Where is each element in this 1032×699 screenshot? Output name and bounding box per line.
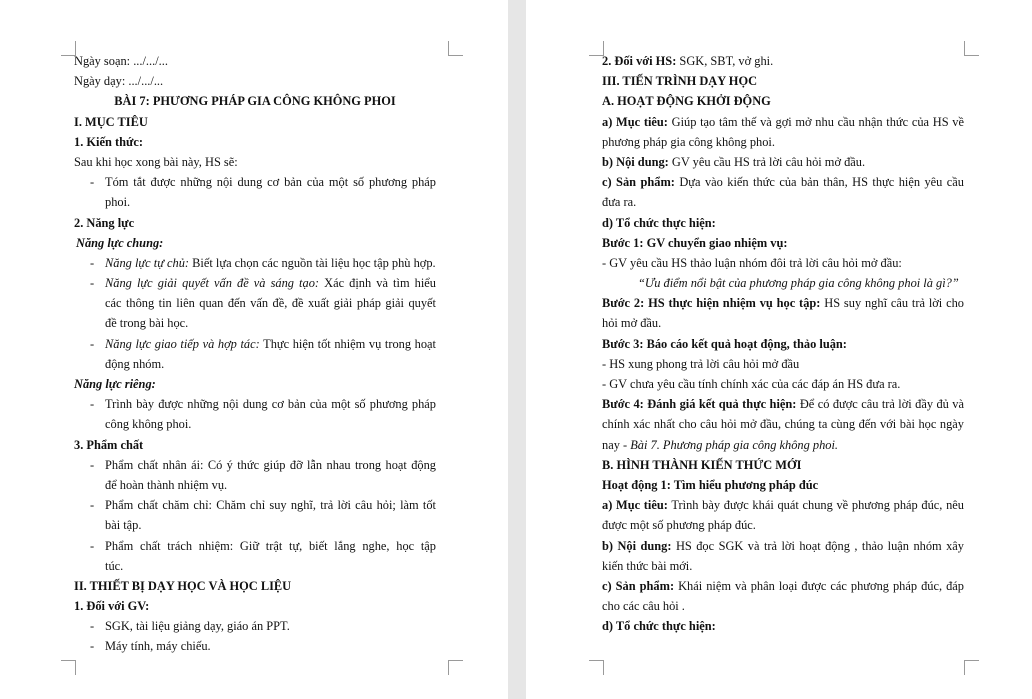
crop-mark (964, 660, 979, 675)
paragraph: - HS xung phong trả lời câu hỏi mở đầu (602, 356, 800, 371)
paragraph: Bước 4: Đánh giá kết quả thực hiện: Để có được câu trả lời đầy đủ và (602, 397, 964, 412)
list-item: - Phẩm chất chăm chỉ: Chăm chỉ suy nghĩ, trả lời câu hỏi; làm tốt (90, 498, 436, 513)
paragraph: c) Sản phẩm: Khái niệm và phân loại được các phương pháp đúc, đáp (602, 578, 964, 593)
heading-for-teacher: 1. Đối với GV: (74, 599, 150, 614)
list-item-cont: phoi. (105, 195, 131, 210)
list-item-cont: túc. (105, 558, 124, 573)
heading-organization: d) Tổ chức thực hiện: (602, 619, 716, 634)
list-item: - SGK, tài liệu giảng dạy, giáo án PPT. (90, 619, 290, 634)
heading-warmup: A. HOẠT ĐỘNG KHỞI ĐỘNG (602, 94, 771, 109)
heading-qualities: 3. Phẩm chất (74, 437, 144, 452)
list-item: - Tóm tắt được những nội dung cơ bản của một số phương pháp (90, 175, 436, 190)
heading-new-knowledge: B. HÌNH THÀNH KIẾN THỨC MỚI (602, 457, 802, 472)
paragraph-cont: chính xác nhất cho câu hỏi mở đầu, chúng ta cùng đến với bài học ngày (602, 417, 964, 432)
heading-teaching-process: III. TIẾN TRÌNH DẠY HỌC (602, 74, 758, 89)
specific-competence-label: Năng lực riêng: (74, 377, 156, 391)
opening-question: “Ưu điểm nổi bật của phương pháp gia công không phoi là gì?” (638, 276, 959, 291)
heading-organization: d) Tổ chức thực hiện: (602, 215, 716, 230)
date-taught: Ngày dạy: .../.../... (74, 74, 164, 89)
document-page-right (526, 0, 1032, 699)
paragraph: b) Nội dung: HS đọc SGK và trả lời hoạt động , thảo luận nhóm xây (602, 538, 964, 553)
list-item-cont: công không phoi. (105, 417, 192, 432)
heading-equipment: II. THIẾT BỊ DẠY HỌC VÀ HỌC LIỆU (74, 578, 292, 593)
list-item-cont: động nhóm. (105, 356, 165, 371)
crop-mark (589, 660, 604, 675)
crop-mark (61, 660, 76, 675)
activity-heading: Hoạt động 1: Tìm hiểu phương pháp đúc (602, 477, 819, 492)
paragraph-cont: hỏi mở đầu. (602, 316, 662, 331)
crop-mark (448, 660, 463, 675)
paragraph-cont: đưa ra. (602, 195, 637, 210)
paragraph: c) Sản phẩm: Dựa vào kiến thức của bản thân, HS thực hiện yêu cầu (602, 175, 964, 190)
paragraph: a) Mục tiêu: Trình bày được khái quát chung về phương pháp đúc, nêu (602, 498, 964, 513)
paragraph: - GV chưa yêu cầu tính chính xác của các đáp án HS đưa ra. (602, 377, 901, 391)
paragraph: Bước 2: HS thực hiện nhiệm vụ học tập: HS suy nghĩ câu trả lời cho (602, 296, 964, 311)
page-right-text[interactable] (602, 51, 964, 636)
document-page-left (0, 0, 508, 699)
list-item-cont: để hoàn thành nhiệm vụ. (105, 477, 228, 492)
step-heading: Bước 1: GV chuyển giao nhiệm vụ: (602, 235, 788, 250)
paragraph-cont: được một số phương pháp đúc. (602, 518, 756, 533)
date-prepared: Ngày soạn: .../.../... (74, 54, 168, 68)
paragraph: a) Mục tiêu: Giúp tạo tâm thế và gợi mở nhu cầu nhận thức của HS về (602, 114, 964, 129)
list-item: - Trình bày được những nội dung cơ bản của một số phương pháp (90, 397, 436, 412)
page-left-text[interactable] (74, 51, 436, 657)
list-item: - Máy tính, máy chiếu. (90, 639, 211, 654)
list-item: - Năng lực tự chủ: Biết lựa chọn các nguồn tài liệu học tập phù hợp. (90, 255, 436, 270)
list-item: - Năng lực giải quyết vấn đề và sáng tạo: Xác định và tìm hiểu (90, 276, 436, 291)
heading-competence: 2. Năng lực (74, 215, 135, 230)
list-item-cont: đề trong bài học. (105, 316, 189, 331)
paragraph-cont: cho các câu hỏi . (602, 599, 685, 614)
step-heading: Bước 3: Báo cáo kết quả hoạt động, thảo luận: (602, 336, 847, 351)
crop-mark (964, 41, 979, 56)
lesson-title: BÀI 7: PHƯƠNG PHÁP GIA CÔNG KHÔNG PHOI (114, 94, 396, 109)
paragraph-cont: phương pháp gia công không phoi. (602, 134, 775, 149)
list-item: - Phẩm chất nhân ái: Có ý thức giúp đỡ lẫn nhau trong hoạt động (90, 457, 436, 472)
general-competence-label: Năng lực chung: (76, 235, 164, 250)
list-item: - Phẩm chất trách nhiệm: Giữ trật tự, biết lắng nghe, học tập (90, 538, 436, 553)
crop-mark (448, 41, 463, 56)
heading-for-student: 2. Đối với HS: SGK, SBT, vở ghi. (602, 54, 774, 68)
paragraph: b) Nội dung: GV yêu cầu HS trả lời câu hỏi mở đầu. (602, 154, 866, 169)
list-item-cont: bài tập. (105, 518, 142, 533)
list-item-cont: các thông tin liên quan đến vấn đề, đề xuất giải pháp giải quyết (105, 296, 436, 311)
heading-objectives: I. MỤC TIÊU (74, 114, 148, 129)
paragraph-cont: kiến thức bài mới. (602, 558, 693, 573)
knowledge-intro: Sau khi học xong bài này, HS sẽ: (74, 154, 238, 169)
paragraph: - GV yêu cầu HS thảo luận nhóm đôi trả lời câu hỏi mở đầu: (602, 255, 902, 270)
list-item: - Năng lực giao tiếp và hợp tác: Thực hiện tốt nhiệm vụ trong hoạt (90, 336, 436, 351)
paragraph-cont: nay - Bài 7. Phương pháp gia công không phoi. (602, 437, 839, 452)
heading-knowledge: 1. Kiến thức: (74, 134, 144, 149)
